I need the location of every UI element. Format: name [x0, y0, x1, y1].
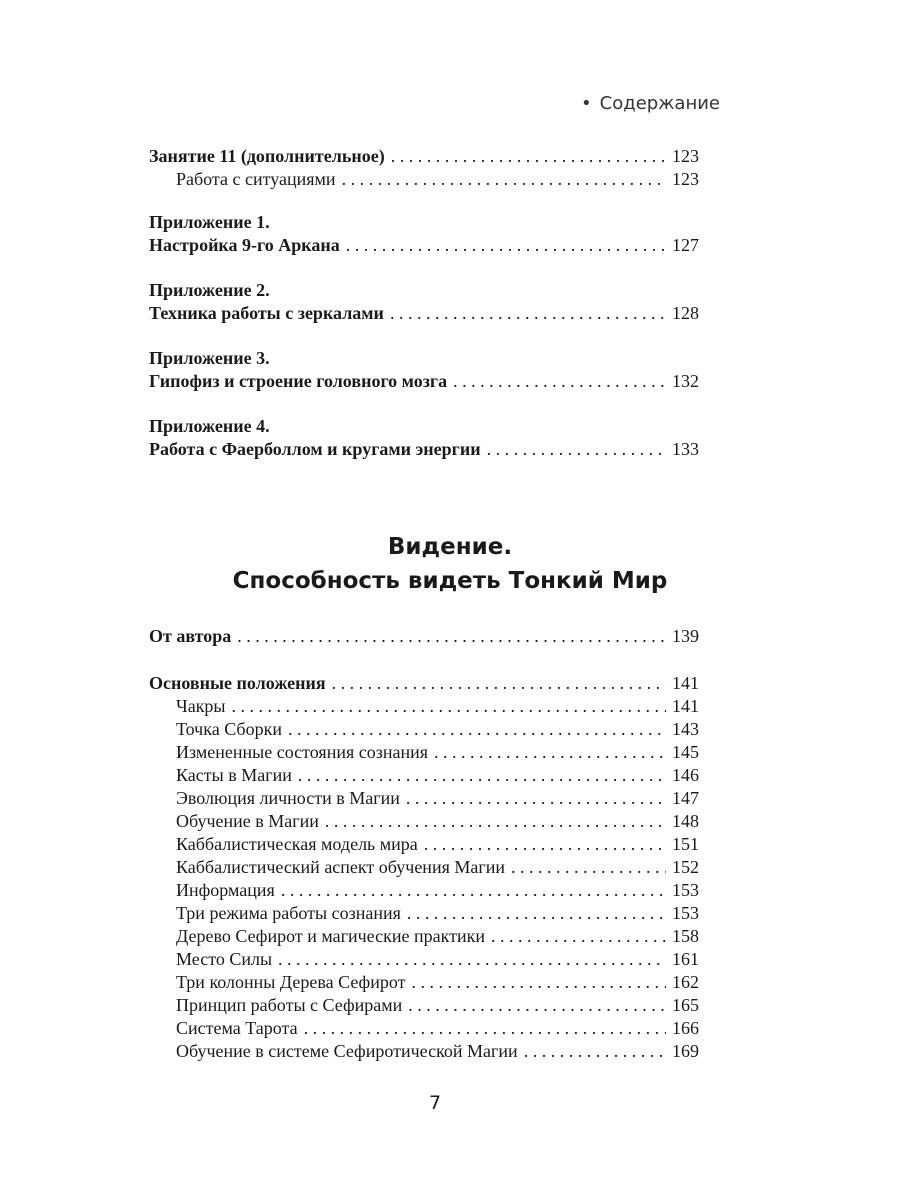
toc-entry-page: 153: [672, 903, 699, 923]
appendix-heading: Приложение 1.: [149, 212, 270, 232]
dot-leader: [408, 994, 666, 1017]
toc-entry-title: Точка Сборки: [176, 719, 282, 739]
toc-entry-page: 169: [672, 1041, 699, 1061]
toc-entry-title: Три режима работы сознания: [176, 903, 401, 923]
toc-entry-appendix-4[interactable]: [149, 438, 699, 461]
toc-entry-page: 141: [672, 696, 699, 716]
dot-leader: [511, 856, 666, 879]
toc-block-appendix-1: [149, 211, 699, 257]
dot-leader: [434, 741, 666, 764]
toc-entry-title: От автора: [149, 626, 232, 646]
toc-entry-page: 143: [672, 719, 699, 739]
toc-entry[interactable]: [149, 718, 699, 741]
dot-leader: [487, 438, 666, 461]
toc-entry-title: Три колонны Дерева Сефирот: [176, 972, 406, 992]
toc-entry[interactable]: [149, 902, 699, 925]
toc-entry[interactable]: [149, 833, 699, 856]
dot-leader: [281, 879, 666, 902]
toc-entry-page: 139: [672, 626, 699, 646]
toc-entry[interactable]: [149, 741, 699, 764]
toc-entry-page: 141: [672, 673, 699, 693]
toc-entry-page: 165: [672, 995, 699, 1015]
dot-leader: [524, 1040, 666, 1063]
toc-entry-title: Измененные состояния сознания: [176, 742, 429, 762]
toc-entry[interactable]: [149, 695, 699, 718]
toc-entry-page: 132: [672, 371, 699, 391]
toc-entry[interactable]: [149, 810, 699, 833]
appendix-heading: Приложение 3.: [149, 348, 270, 368]
dot-leader: [298, 764, 666, 787]
toc-entry-from-author[interactable]: [149, 625, 699, 648]
toc-block-author: [149, 625, 699, 648]
toc-block-appendix-3: [149, 347, 699, 393]
toc-entry-page: 151: [672, 834, 699, 854]
toc-entry[interactable]: [149, 787, 699, 810]
toc-entry[interactable]: [149, 879, 699, 902]
toc-entry-title: Гипофиз и строение головного мозга: [149, 371, 448, 391]
toc-entry-title: Занятие 11 (дополнительное): [149, 146, 385, 166]
dot-leader: [406, 787, 666, 810]
toc-entry[interactable]: [149, 764, 699, 787]
toc-entry-page: 158: [672, 926, 699, 946]
page-number: 7: [428, 1092, 442, 1114]
toc-entry-title: Чакры: [176, 696, 226, 716]
toc-entry-appendix-2[interactable]: [149, 302, 699, 325]
toc-entry-page: 162: [672, 972, 699, 992]
dot-leader: [237, 625, 666, 648]
toc-entry-page: 127: [672, 235, 699, 255]
toc-entry-page: 133: [672, 439, 699, 459]
toc-entry-title: Настройка 9-го Аркана: [149, 235, 340, 255]
toc-entry-page: 147: [672, 788, 699, 808]
toc-entry[interactable]: [149, 971, 699, 994]
toc-entry-title: Техника работы с зеркалами: [149, 303, 384, 323]
toc-entry-page: 161: [672, 949, 699, 969]
toc-entry-lesson-11[interactable]: [149, 145, 699, 168]
dot-leader: [491, 925, 666, 948]
toc-entry[interactable]: [149, 1017, 699, 1040]
toc-entry-page: 145: [672, 742, 699, 762]
dot-leader: [342, 168, 666, 191]
running-header-label: Содержание: [599, 93, 720, 114]
toc-entry-title: Принцип работы с Сефирами: [176, 995, 403, 1015]
dot-leader: [411, 971, 666, 994]
toc-entry-page: 153: [672, 880, 699, 900]
toc-entry-page: 148: [672, 811, 699, 831]
dot-leader: [232, 695, 666, 718]
dot-leader: [391, 145, 666, 168]
toc-entry[interactable]: [149, 856, 699, 879]
toc-entry-title: Работа с Фаерболлом и кругами энергии: [149, 439, 481, 459]
toc-block-appendix-2: [149, 279, 699, 325]
toc-entry[interactable]: [149, 994, 699, 1017]
toc-entry-page: 123: [672, 146, 699, 166]
dot-leader: [304, 1017, 666, 1040]
toc-block-lessons: [149, 145, 699, 191]
toc-entry[interactable]: [149, 925, 699, 948]
toc-entry-basics[interactable]: [149, 672, 699, 695]
section-title-line-2: Способность видеть Тонкий Мир: [232, 568, 668, 594]
dot-leader: [332, 672, 666, 695]
appendix-heading: Приложение 4.: [149, 416, 270, 436]
toc-entry-title: Эволюция личности в Магии: [176, 788, 400, 808]
dot-leader: [278, 948, 666, 971]
dot-leader: [453, 370, 666, 393]
toc-entry-title: Каббалистический аспект обучения Магии: [176, 857, 505, 877]
toc-entry-appendix-1[interactable]: [149, 234, 699, 257]
toc-entry-title: Работа с ситуациями: [176, 169, 336, 189]
dot-leader: [325, 810, 666, 833]
toc-entry[interactable]: [149, 1040, 699, 1063]
section-title-line-1: Видение.: [387, 534, 513, 560]
toc-entry-page: 152: [672, 857, 699, 877]
dot-leader: [390, 302, 666, 325]
dot-leader: [288, 718, 666, 741]
dot-leader: [407, 902, 666, 925]
toc-block-basics: [149, 672, 699, 1063]
toc-entry-title: Место Силы: [176, 949, 273, 969]
toc-entry[interactable]: [149, 948, 699, 971]
toc-entry-title: Обучение в системе Сефиротической Магии: [176, 1041, 518, 1061]
toc-entry-appendix-3[interactable]: [149, 370, 699, 393]
toc-entry-title: Система Тарота: [176, 1018, 298, 1038]
running-header: [581, 93, 720, 114]
toc-block-appendix-4: [149, 415, 699, 461]
dot-leader: [346, 234, 666, 257]
toc-entry-title: Основные положения: [149, 673, 326, 693]
toc-entry-page: 128: [672, 303, 699, 323]
toc-entry-title: Дерево Сефирот и магические практики: [176, 926, 485, 946]
dot-leader: [424, 833, 666, 856]
section-title: [0, 530, 900, 598]
toc-entry-title: Каббалистическая модель мира: [176, 834, 418, 854]
bullet-icon: •: [581, 93, 592, 114]
toc-entry-page: 123: [672, 169, 699, 189]
appendix-heading: Приложение 2.: [149, 280, 270, 300]
toc-entry-situations[interactable]: [149, 168, 699, 191]
toc-entry-title: Касты в Магии: [176, 765, 292, 785]
toc-entry-page: 166: [672, 1018, 699, 1038]
toc-entry-title: Обучение в Магии: [176, 811, 319, 831]
toc-entry-page: 146: [672, 765, 699, 785]
toc-entry-title: Информация: [176, 880, 275, 900]
